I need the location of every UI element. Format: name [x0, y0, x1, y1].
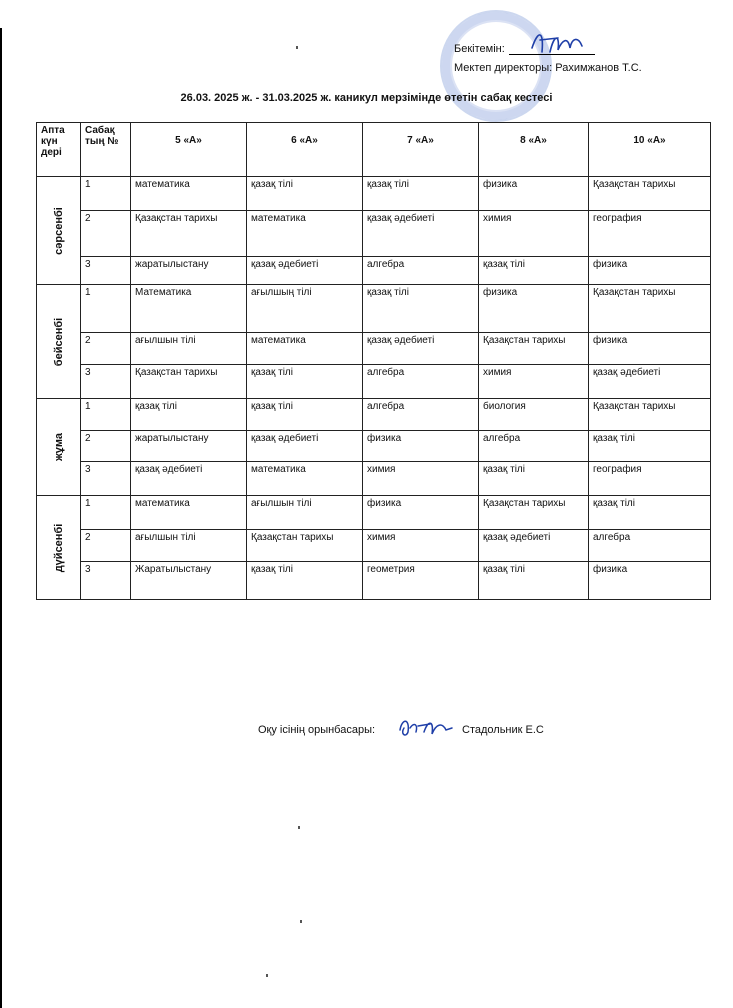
subject-cell: Қазақстан тарихы [247, 530, 363, 562]
subject-cell: Қазақстан тарихы [479, 333, 589, 365]
approved-label: Бекітемін: [454, 43, 505, 55]
subject-cell: жаратылыстану [131, 431, 247, 462]
subject-cell: ағылшын тілі [131, 530, 247, 562]
day-label: дүйсенбі [52, 523, 65, 572]
table-row [37, 530, 711, 562]
subject-cell: қазақ тілі [479, 562, 589, 600]
subject-cell: қазақ тілі [363, 177, 479, 211]
table-row [37, 399, 711, 431]
subject-cell: қазақ тілі [247, 365, 363, 399]
lesson-number: 2 [81, 333, 131, 365]
subject-cell: Қазақстан тарихы [589, 399, 711, 431]
subject-cell: қазақ әдебиеті [363, 333, 479, 365]
schedule-table [36, 122, 711, 600]
subject-cell: алгебра [363, 399, 479, 431]
subject-cell: алгебра [589, 530, 711, 562]
day-cell [37, 399, 81, 496]
subject-cell: Қазақстан тарихы [589, 285, 711, 333]
subject-cell: қазақ тілі [247, 177, 363, 211]
subject-cell: қазақ тілі [479, 257, 589, 285]
table-row [37, 462, 711, 496]
lesson-number: 1 [81, 399, 131, 431]
scan-speck [298, 826, 300, 829]
table-row [37, 365, 711, 399]
subject-cell: география [589, 462, 711, 496]
lesson-number: 3 [81, 462, 131, 496]
table-row [37, 211, 711, 257]
subject-cell: қазақ әдебиеті [589, 365, 711, 399]
table-row [37, 285, 711, 333]
table-row [37, 257, 711, 285]
subject-cell: ағылшын тілі [247, 496, 363, 530]
day-label: сәрсенбі [52, 206, 65, 255]
scan-speck [266, 974, 268, 977]
deputy-signature-block [258, 724, 544, 736]
lesson-number: 1 [81, 285, 131, 333]
subject-cell: Қазақстан тарихы [479, 496, 589, 530]
subject-cell: алгебра [479, 431, 589, 462]
subject-cell: қазақ тілі [131, 399, 247, 431]
subject-cell: қазақ әдебиеті [247, 431, 363, 462]
subject-cell: алгебра [363, 257, 479, 285]
day-cell [37, 285, 81, 399]
subject-cell: қазақ әдебиеті [247, 257, 363, 285]
schedule-title: 26.03. 2025 ж. - 31.03.2025 ж. каникул мерзімінде өтетін сабақ кестесі [180, 92, 553, 104]
day-label: бейсенбі [52, 317, 65, 366]
subject-cell: Қазақстан тарихы [589, 177, 711, 211]
subject-cell: геометрия [363, 562, 479, 600]
subject-cell: ағылшын тілі [131, 333, 247, 365]
lesson-number: 3 [81, 562, 131, 600]
subject-cell: физика [363, 431, 479, 462]
table-row [37, 431, 711, 462]
subject-cell: физика [479, 177, 589, 211]
subject-cell: қазақ әдебиеті [363, 211, 479, 257]
subject-cell: қазақ тілі [247, 562, 363, 600]
subject-cell: физика [589, 333, 711, 365]
subject-cell: химия [479, 365, 589, 399]
subject-cell: Қазақстан тарихы [131, 365, 247, 399]
day-label: жұма [52, 432, 65, 462]
subject-cell: қазақ әдебиеті [131, 462, 247, 496]
subject-cell: қазақ әдебиеті [479, 530, 589, 562]
lesson-number: 3 [81, 257, 131, 285]
lesson-number: 2 [81, 211, 131, 257]
subject-cell: химия [479, 211, 589, 257]
subject-cell: биология [479, 399, 589, 431]
subject-cell: Жаратылыстану [131, 562, 247, 600]
page-left-edge [0, 28, 2, 1008]
subject-cell: математика [131, 496, 247, 530]
subject-cell: математика [247, 462, 363, 496]
class-header-7a: 7 «А» [363, 123, 479, 177]
subject-cell: физика [589, 257, 711, 285]
deputy-label: Оқу ісінің орынбасары: [258, 724, 376, 736]
subject-cell: жаратылыстану [131, 257, 247, 285]
subject-cell: химия [363, 530, 479, 562]
subject-cell: ағылшың тілі [247, 285, 363, 333]
subject-cell: математика [131, 177, 247, 211]
director-line [454, 62, 714, 74]
subject-cell: қазақ тілі [363, 285, 479, 333]
lesson-number: 2 [81, 431, 131, 462]
lesson-number: 1 [81, 496, 131, 530]
subject-cell: Қазақстан тарихы [131, 211, 247, 257]
table-row [37, 177, 711, 211]
subject-cell: қазақ тілі [589, 496, 711, 530]
lesson-number: 1 [81, 177, 131, 211]
subject-cell: география [589, 211, 711, 257]
day-cell [37, 177, 81, 285]
table-row [37, 496, 711, 530]
day-header: Апта күн дері [37, 123, 81, 177]
subject-cell: физика [479, 285, 589, 333]
subject-cell: қазақ тілі [589, 431, 711, 462]
lesson-header: Сабақ тың № [81, 123, 131, 177]
subject-cell: химия [363, 462, 479, 496]
signature-line [509, 42, 595, 55]
deputy-name: Стадольник Е.С [462, 724, 544, 736]
class-header-5a: 5 «А» [131, 123, 247, 177]
subject-cell: Математика [131, 285, 247, 333]
lesson-number: 3 [81, 365, 131, 399]
subject-cell: қазақ тілі [479, 462, 589, 496]
scan-speck [300, 920, 302, 923]
subject-cell: математика [247, 211, 363, 257]
class-header-8a: 8 «А» [479, 123, 589, 177]
scan-speck [296, 46, 298, 49]
day-cell [37, 496, 81, 600]
subject-cell: физика [589, 562, 711, 600]
director-label: Мектеп директоры: [454, 62, 553, 74]
director-name: Рахимжанов Т.С. [555, 62, 642, 74]
class-header-6a: 6 «А» [247, 123, 363, 177]
subject-cell: қазақ тілі [247, 399, 363, 431]
subject-cell: алгебра [363, 365, 479, 399]
subject-cell: математика [247, 333, 363, 365]
table-row [37, 333, 711, 365]
deputy-signature [396, 712, 456, 742]
class-header-10a: 10 «А» [589, 123, 711, 177]
lesson-number: 2 [81, 530, 131, 562]
subject-cell: физика [363, 496, 479, 530]
approval-line [454, 42, 654, 55]
table-row [37, 562, 711, 600]
